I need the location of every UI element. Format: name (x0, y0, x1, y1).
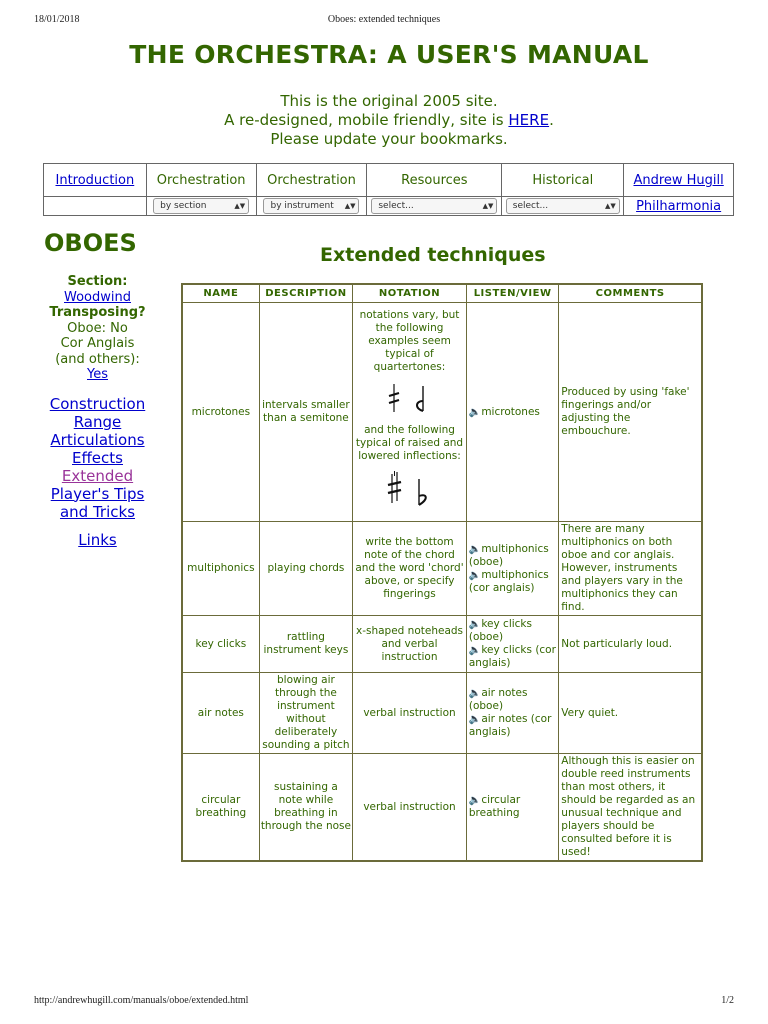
row-name: air notes (182, 673, 259, 754)
menu-effects[interactable]: Effects (72, 448, 123, 467)
nav-author-cell (624, 164, 734, 197)
speaker-icon: 🔈 (468, 406, 482, 418)
header-description: DESCRIPTION (259, 284, 352, 303)
nav-author[interactable]: Andrew Hugill (633, 172, 724, 188)
notice-line-3: Please update your bookmarks. (270, 130, 508, 148)
table-row (182, 673, 702, 754)
nav-resources-label: Resources (367, 164, 502, 197)
row-comments: Produced by using 'fake' fingerings and/or adjusting the embouchure. (559, 303, 702, 522)
header-comments: COMMENTS (559, 284, 702, 303)
transposing-label: Transposing? (49, 305, 146, 320)
sidebar-menu (40, 395, 155, 521)
links-link[interactable]: Links (78, 530, 117, 549)
speaker-icon: 🔈 (468, 543, 482, 555)
site-title: THE ORCHESTRA: A USER'S MANUAL (129, 40, 649, 69)
nav-philharmonia-cell (624, 197, 734, 216)
row-notation: verbal instruction (353, 754, 467, 862)
row-description: intervals smaller than a semitone (259, 303, 352, 522)
select-resources[interactable]: select... ▲▼ (371, 198, 497, 214)
sharp-flat-inflection-icon (385, 471, 435, 507)
select-by-section[interactable]: by section ▲▼ (153, 198, 249, 214)
notice-line-1: This is the original 2005 site. (280, 92, 498, 110)
section-label: Section: (67, 274, 128, 289)
listen-link[interactable]: key clicks (cor anglais) (468, 644, 556, 669)
menu-extended[interactable]: Extended (61, 466, 134, 485)
row-comments: There are many multiphonics on both oboe and cor anglais. However, instruments and players vary in the multiphonics they can find. (559, 522, 702, 616)
nav-orchestration-section-label: Orchestration (146, 164, 256, 197)
print-title: Oboes: extended techniques (327, 14, 441, 25)
select-by-instrument[interactable]: by instrument ▲▼ (263, 198, 359, 214)
nav-empty-cell (44, 197, 147, 216)
sidebar (40, 274, 155, 548)
speaker-icon: 🔈 (468, 569, 482, 581)
row-name: key clicks (182, 616, 259, 673)
others-line: (and others): (55, 351, 140, 367)
quartertone-accidentals-icon (385, 382, 435, 416)
page-heading: Extended techniques (320, 244, 546, 266)
inflection-symbols-image (354, 471, 465, 507)
nav-philharmonia[interactable]: Philharmonia (636, 198, 722, 214)
speaker-icon: 🔈 (468, 795, 482, 806)
nav-historical-label: Historical (502, 164, 624, 197)
updown-icon: ▲▼ (482, 202, 494, 210)
updown-icon: ▲▼ (344, 202, 356, 210)
row-description: sustaining a note while breathing in through the nose (259, 754, 352, 862)
menu-players-tips[interactable]: Player's Tips (50, 484, 145, 503)
row-comments: Not particularly loud. (559, 616, 702, 673)
row-name: circular breathing (182, 754, 259, 862)
yes-link[interactable]: Yes (87, 367, 108, 382)
table-row (182, 303, 702, 522)
nav-introduction-cell (44, 164, 147, 197)
row-comments: Although this is easier on double reed instruments than most others, it should be regarded as an unusual technique and players should be consulted before it is used! (559, 754, 702, 862)
row-name: multiphonics (182, 522, 259, 616)
listen-link[interactable]: key clicks (oboe) (468, 618, 532, 643)
speaker-icon: 🔈 (468, 688, 482, 699)
row-name: microtones (182, 303, 259, 522)
table-row (182, 754, 702, 862)
updown-icon: ▲▼ (234, 202, 246, 210)
row-notation: x-shaped noteheads and verbal instruction (353, 616, 467, 673)
row-description: playing chords (259, 522, 352, 616)
menu-articulations[interactable]: Articulations (50, 430, 145, 449)
row-notation: write the bottom note of the chord and the word 'chord' above, or specify fingerings (353, 522, 467, 616)
woodwind-link[interactable]: Woodwind (64, 289, 131, 305)
speaker-icon: 🔈 (468, 645, 482, 656)
listen-link[interactable]: multiphonics (oboe) (468, 542, 549, 568)
new-site-link[interactable]: HERE (508, 111, 550, 129)
row-notation: notations vary, but the following examples seem typical of quartertones: and the following typical of raised and lowered inflections: (353, 303, 467, 522)
table-row (182, 522, 702, 616)
row-comments: Very quiet. (559, 673, 702, 754)
print-date: 18/01/2018 (34, 14, 80, 25)
row-listen (466, 754, 558, 862)
row-listen (466, 616, 558, 673)
oboe-transposing: Oboe: No (67, 320, 128, 336)
speaker-icon: 🔈 (468, 619, 482, 630)
select-historical[interactable]: select... ▲▼ (506, 198, 620, 214)
techniques-table (181, 283, 703, 862)
row-listen (466, 303, 558, 522)
notice-line-2: A re-designed, mobile friendly, site is HERE. (224, 111, 554, 129)
header-notation: NOTATION (353, 284, 467, 303)
menu-range[interactable]: Range (73, 412, 122, 431)
listen-link[interactable]: air notes (oboe) (468, 687, 528, 712)
row-listen (466, 522, 558, 616)
row-listen (466, 673, 558, 754)
nav-introduction[interactable]: Introduction (55, 172, 135, 188)
print-page-number: 1/2 (721, 995, 734, 1006)
cor-anglais-line: Cor Anglais (60, 336, 135, 351)
updown-icon: ▲▼ (604, 202, 616, 210)
listen-link[interactable]: microtones (481, 405, 540, 418)
listen-link[interactable]: multiphonics (cor anglais) (468, 568, 549, 594)
header-listen: LISTEN/VIEW (466, 284, 558, 303)
row-notation: verbal instruction (353, 673, 467, 754)
speaker-icon: 🔈 (468, 714, 482, 725)
print-url: http://andrewhugill.com/manuals/oboe/extended.html (34, 995, 249, 1006)
row-description: rattling instrument keys (259, 616, 352, 673)
nav-orchestration-instrument-label: Orchestration (256, 164, 367, 197)
site-notice (0, 92, 768, 149)
menu-tricks[interactable]: and Tricks (59, 502, 136, 521)
section-heading: OBOES (44, 229, 137, 257)
menu-construction[interactable]: Construction (49, 394, 146, 413)
row-description: blowing air through the instrument without deliberately sounding a pitch (259, 673, 352, 754)
table-header-row (182, 284, 702, 303)
table-row (182, 616, 702, 673)
quartertone-symbols-image (354, 382, 465, 416)
main-nav (43, 163, 734, 216)
listen-link[interactable]: air notes (cor anglais) (468, 713, 552, 738)
header-name: NAME (182, 284, 259, 303)
listen-link[interactable]: circular breathing (468, 794, 521, 819)
